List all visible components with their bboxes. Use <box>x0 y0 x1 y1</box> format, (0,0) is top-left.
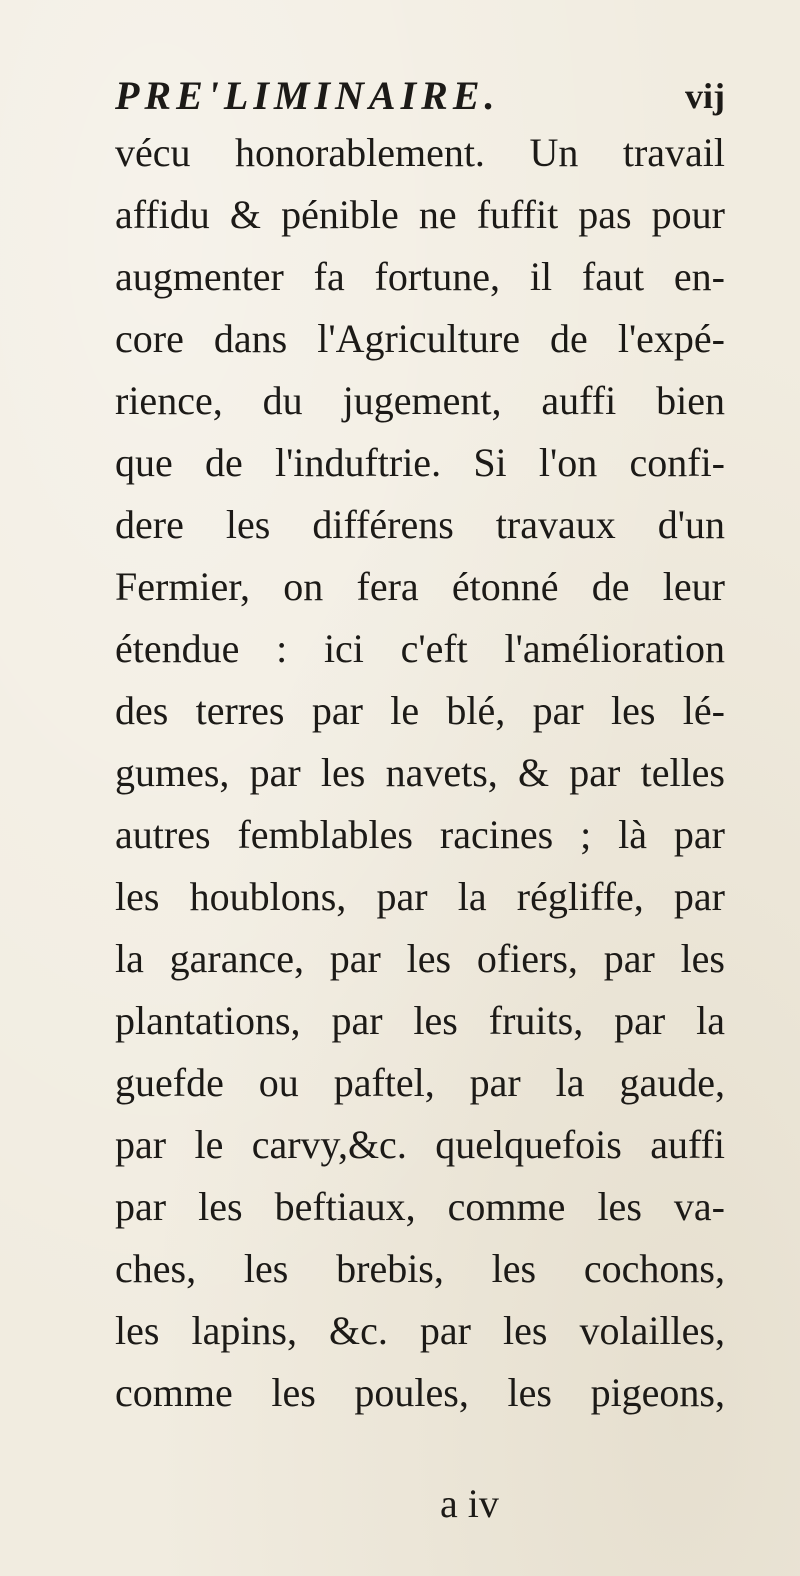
text-line: les lapins, &c. par les volailles, <box>115 1308 725 1353</box>
text-line: augmenter fa fortune, il faut en- <box>115 254 725 299</box>
text-line: la garance, par les ofiers, par les <box>115 936 725 981</box>
text-line: rience, du jugement, auffi bien <box>115 378 725 423</box>
signature-mark: a iv <box>440 1481 499 1526</box>
text-line: comme les poules, les pigeons, <box>115 1370 725 1415</box>
running-header <box>115 70 725 122</box>
text-line: autres femblables racines ; là par <box>115 812 725 857</box>
text-line: par les beftiaux, comme les va- <box>115 1184 725 1229</box>
text-line: Fermier, on fera étonné de leur <box>115 564 725 609</box>
text-line: affidu & pénible ne fuffit pas pour <box>115 192 725 237</box>
text-line: des terres par le blé, par les lé- <box>115 688 725 733</box>
text-line: les houblons, par la régliffe, par <box>115 874 725 919</box>
running-title: PRE'LIMINAIRE. <box>115 73 500 118</box>
text-line: étendue : ici c'eft l'amélioration <box>115 626 725 671</box>
body-text <box>115 122 725 1424</box>
text-line: dere les différens travaux d'un <box>115 502 725 547</box>
text-line: vécu honorablement. Un travail <box>115 130 725 175</box>
text-line: core dans l'Agriculture de l'expé- <box>115 316 725 361</box>
page-number: vij <box>685 76 725 116</box>
text-line: guefde ou paftel, par la gaude, <box>115 1060 725 1105</box>
text-line: que de l'induftrie. Si l'on confi- <box>115 440 725 485</box>
text-line: gumes, par les navets, & par telles <box>115 750 725 795</box>
text-line: ches, les brebis, les cochons, <box>115 1246 725 1291</box>
text-line: plantations, par les fruits, par la <box>115 998 725 1043</box>
text-line: par le carvy,&c. quelquefois auffi <box>115 1122 725 1167</box>
